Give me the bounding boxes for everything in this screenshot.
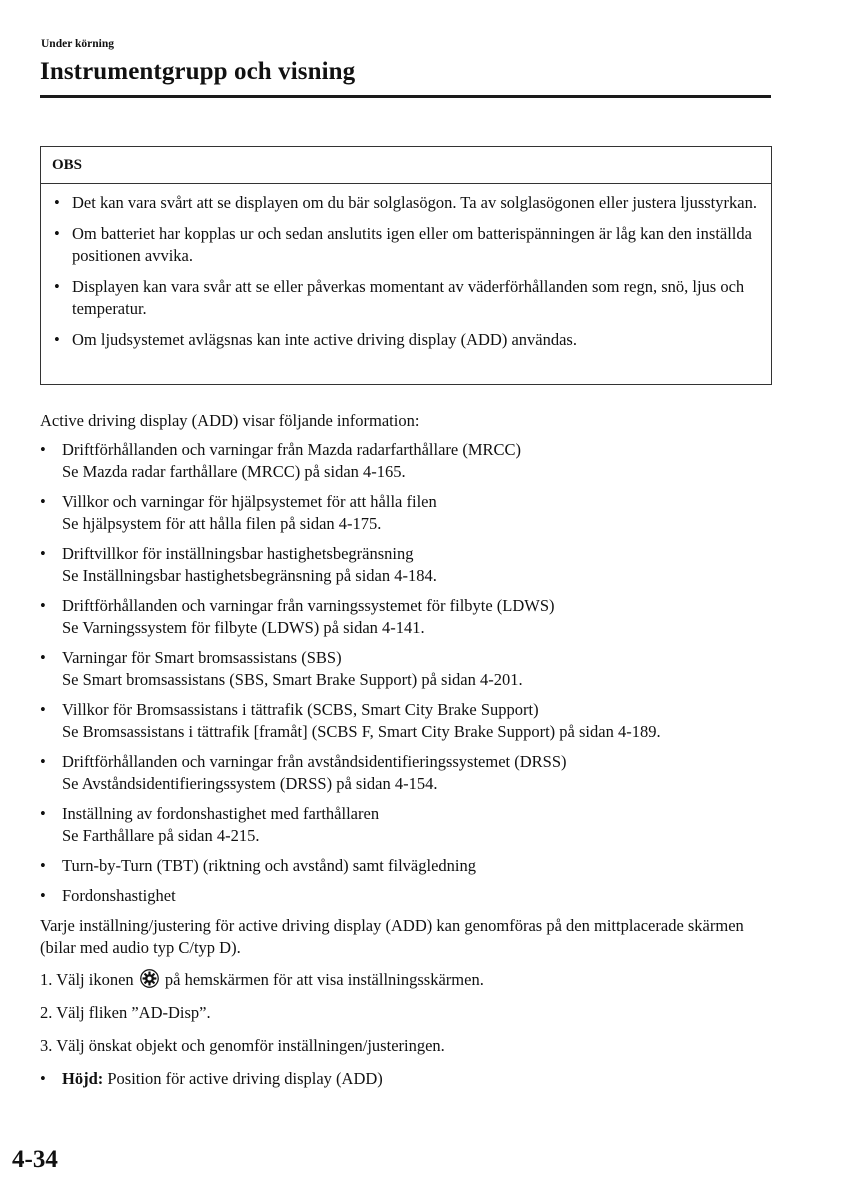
height-label: Höjd: xyxy=(62,1069,104,1088)
info-item-main: Turn-by-Turn (TBT) (riktning och avstånd) samt filvägledning xyxy=(62,856,476,875)
info-item-main: Driftförhållanden och varningar från Mazda radarfarthållare (MRCC) xyxy=(62,440,522,459)
section-label: Under körning xyxy=(41,38,114,50)
info-item-ref: Se Smart bromsassistans (SBS, Smart Brake Support) på sidan 4-201. xyxy=(62,670,523,689)
height-item xyxy=(40,1068,775,1090)
info-item-main: Varningar för Smart bromsassistans (SBS) xyxy=(62,648,342,667)
step1-suffix: på hemskärmen för att visa inställningsskärmen. xyxy=(164,970,484,989)
intro-text: Active driving display (ADD) visar följande information: xyxy=(40,411,420,430)
page-title: Instrumentgrupp och visning xyxy=(40,58,356,85)
title-divider xyxy=(40,95,771,98)
obs-heading: OBS xyxy=(41,147,771,184)
settings-text: Varje inställning/justering för active driving display (ADD) kan genomföras på den mittplacerade skärmen (bilar med audio typ C/typ D). xyxy=(40,916,744,957)
info-item-main: Villkor för Bromsassistans i tättrafik (SCBS, Smart City Brake Support) xyxy=(62,700,539,719)
main-content xyxy=(40,410,775,1090)
obs-item: • Det kan vara svårt att se displayen om du bär solglasögon. Ta av solglasögonen eller justera ljusstyrkan. xyxy=(54,192,757,214)
step1-prefix: 1. Välj ikonen xyxy=(40,970,134,989)
obs-item: • Om batteriet har kopplas ur och sedan anslutits igen eller om batterispänningen är låg kan den inställda positionen avvika. xyxy=(54,223,757,267)
info-item-main: Villkor och varningar för hjälpsystemet för att hålla filen xyxy=(62,492,437,511)
info-item-ref: Se Farthållare på sidan 4-215. xyxy=(62,826,260,845)
step-item: 3. Välj önskat objekt och genomför inställningen/justeringen. xyxy=(40,1036,445,1055)
info-item-ref: Se Avståndsidentifieringssystem (DRSS) på sidan 4-154. xyxy=(62,774,438,793)
info-item-ref: Se Bromsassistans i tättrafik [framåt] (SCBS F, Smart City Brake Support) på sidan 4-189. xyxy=(62,722,661,741)
info-item-main: Inställning av fordonshastighet med farthållaren xyxy=(62,804,380,823)
info-item xyxy=(40,803,775,847)
info-item xyxy=(40,543,775,587)
obs-item: • Om ljudsystemet avlägsnas kan inte active driving display (ADD) användas. xyxy=(54,329,757,351)
obs-item: • Displayen kan vara svår att se eller påverkas momentant av väderförhållanden som regn, snö, ljus och temperatur. xyxy=(54,276,757,320)
info-item-ref: Se Inställningsbar hastighetsbegränsning på sidan 4-184. xyxy=(62,566,437,585)
info-item xyxy=(40,751,775,795)
gear-icon xyxy=(140,969,159,988)
info-item-ref: Se Varningssystem för filbyte (LDWS) på sidan 4-141. xyxy=(62,618,425,637)
page-number: 4-34 xyxy=(12,1146,58,1173)
obs-note-box xyxy=(40,146,772,385)
info-item xyxy=(40,595,775,639)
info-list xyxy=(40,439,775,907)
info-item xyxy=(40,855,775,877)
info-item xyxy=(40,647,775,691)
info-item xyxy=(40,885,775,907)
step-item xyxy=(40,969,775,991)
info-item-main: Driftförhållanden och varningar från avståndsidentifieringssystemet (DRSS) xyxy=(62,752,567,771)
info-item-ref: Se Mazda radar farthållare (MRCC) på sidan 4-165. xyxy=(62,462,406,481)
info-item-main: Driftvillkor för inställningsbar hastighetsbegränsning xyxy=(62,544,414,563)
obs-list xyxy=(41,184,771,351)
info-item xyxy=(40,439,775,483)
height-text: Position för active driving display (ADD) xyxy=(107,1069,383,1088)
info-item xyxy=(40,491,775,535)
info-item-main: Driftförhållanden och varningar från varningssystemet för filbyte (LDWS) xyxy=(62,596,555,615)
info-item-main: Fordonshastighet xyxy=(62,886,176,905)
info-item xyxy=(40,699,775,743)
steps-list xyxy=(40,969,775,1057)
info-item-ref: Se hjälpsystem för att hålla filen på sidan 4-175. xyxy=(62,514,382,533)
step-item: 2. Välj fliken ”AD-Disp”. xyxy=(40,1003,211,1022)
